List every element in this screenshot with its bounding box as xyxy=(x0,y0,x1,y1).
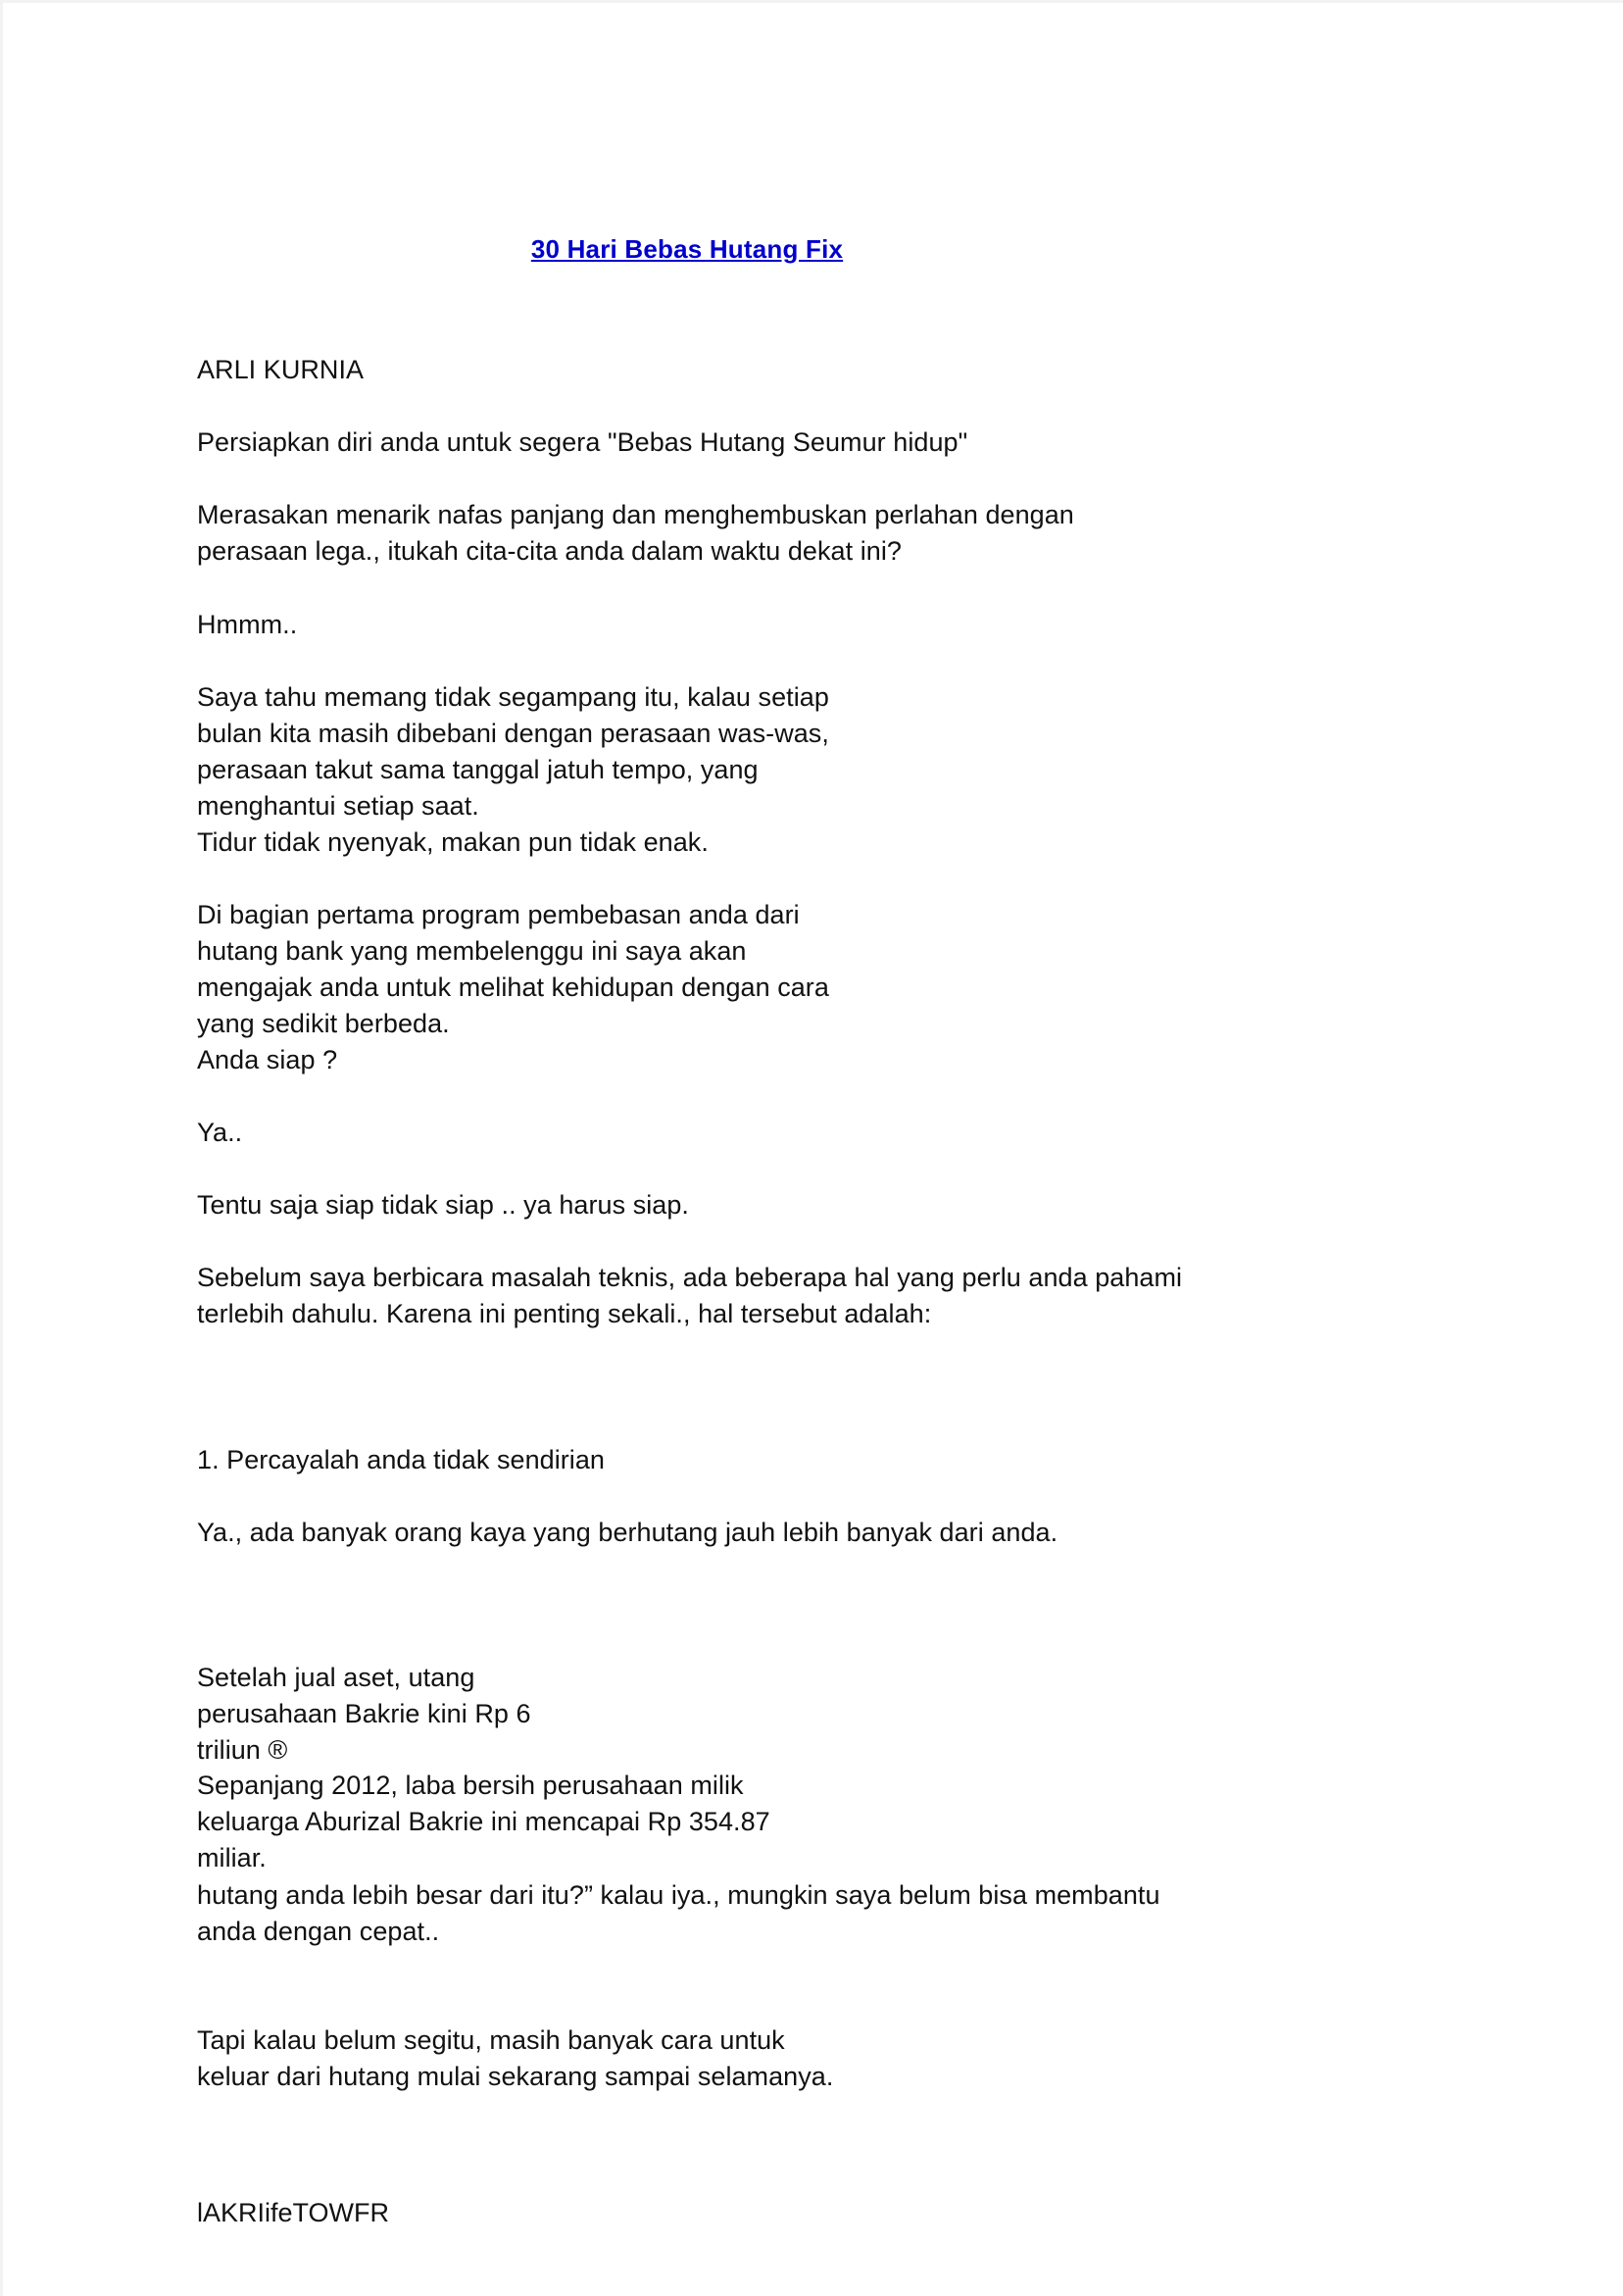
paragraph-first-section: Di bagian pertama program pembebasan anda dari hutang bank yang membelenggu ini saya akan mengajak anda untuk melihat kehidupan dengan cara yang sedikit berbeda. xyxy=(197,900,829,1038)
paragraph-rich-people-debt: Ya., ada banyak orang kaya yang berhutang jauh lebih banyak dari anda. xyxy=(197,1518,1058,1547)
document-title: 30 Hari Bebas Hutang Fix xyxy=(530,234,844,264)
list-item-not-alone: 1. Percayalah anda tidak sendirian xyxy=(197,1445,605,1474)
paragraph-intro-prepare: Persiapkan diri anda untuk segera "Bebas Hutang Seumur hidup" xyxy=(197,427,968,457)
paragraph-hmmm: Hmmm.. xyxy=(197,610,298,639)
paragraph-breathing: Merasakan menarik nafas panjang dan menghembuskan perlahan dengan perasaan lega., itukah cita-cita anda dalam waktu dekat ini? xyxy=(197,500,1074,566)
paragraph-yes: Ya.. xyxy=(197,1118,243,1147)
news-headline: Setelah jual aset, utang perusahaan Bakrie kini Rp 6 triliun ® xyxy=(197,1663,531,1765)
signature-line: lAKRIifeTOWFR xyxy=(197,2198,390,2227)
news-body: Sepanjang 2012, laba bersih perusahaan milik keluarga Aburizal Bakrie ini mencapai Rp 354.87 miliar. xyxy=(197,1771,770,1872)
paragraph-before-technical: Sebelum saya berbicara masalah teknis, ada beberapa hal yang perlu anda pahami terlebih dahulu. Karena ini penting sekali., hal tersebut adalah: xyxy=(197,1263,1183,1328)
paragraph-monthly-burden: Saya tahu memang tidak segampang itu, kalau setiap bulan kita masih dibebani dengan perasaan was-was, perasaan takut sama tanggal jatuh tempo, yang menghantui setiap saat. xyxy=(197,682,829,821)
paragraph-must-be-ready: Tentu saja siap tidak siap .. ya harus siap. xyxy=(197,1190,689,1220)
paragraph-are-you-ready: Anda siap ? xyxy=(197,1045,338,1074)
paragraph-if-bigger-debt: hutang anda lebih besar dari itu?” kalau iya., mungkin saya belum bisa membantu anda dengan cepat.. xyxy=(197,1880,1160,1946)
paragraph-sleep-eat: Tidur tidak nyenyak, makan pun tidak enak. xyxy=(197,827,709,857)
paragraph-many-ways-out: Tapi kalau belum segitu, masih banyak cara untuk keluar dari hutang mulai sekarang sampai selamanya. xyxy=(197,2025,834,2091)
author-line: ARLI KURNIA xyxy=(197,355,365,384)
